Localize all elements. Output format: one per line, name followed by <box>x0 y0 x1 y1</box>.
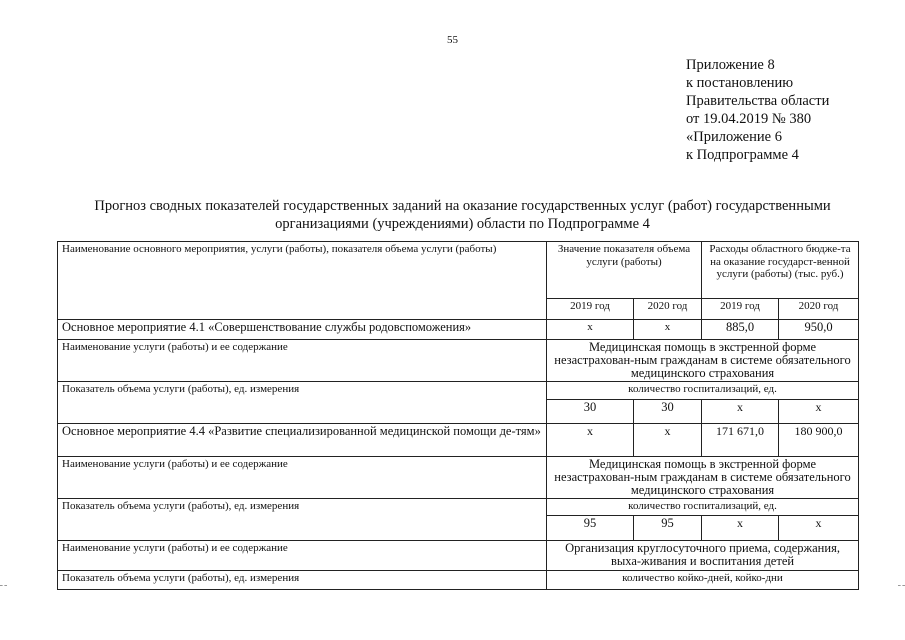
table-row <box>58 382 859 400</box>
table-row <box>58 424 859 457</box>
appendix-block <box>686 56 829 164</box>
table-header-row <box>58 242 859 299</box>
document-title-line: Прогноз сводных показателей государственных заданий на оказание государственных услуг (работ) государственными <box>94 198 831 214</box>
appendix-line: от 19.04.2019 № 380 <box>686 111 812 127</box>
indicator-label: Показатель объема услуги (работы), ед. измерения <box>58 382 547 424</box>
header-year-2019-expense: 2019 год <box>702 299 779 320</box>
appendix-line: Правительства области <box>686 93 830 109</box>
scan-edge-mark <box>0 585 7 586</box>
header-value-column: Значение показателя объема услуги (работы) <box>547 242 702 299</box>
table-row <box>58 571 859 590</box>
indicator-unit: количество койко-дней, койко-дни <box>547 571 859 590</box>
table-row <box>58 320 859 340</box>
header-name-column: Наименование основного мероприятия, услуги (работы), показателя объема услуги (работы) <box>58 242 547 320</box>
indicator-expense-2020: х <box>779 516 859 541</box>
service-label: Наименование услуги (работы) и ее содержание <box>58 541 547 571</box>
appendix-line: «Приложение 6 <box>686 129 782 145</box>
indicator-unit: количество госпитализаций, ед. <box>547 382 859 400</box>
header-expense-column: Расходы областного бюдже-та на оказание государст-венной услуги (работы) (тыс. руб.) <box>702 242 859 299</box>
indicator-expense-2019: х <box>702 400 779 424</box>
measure-4-4-expense-2019: 171 671,0 <box>702 424 779 457</box>
document-title-line: организациями (учреждениями) области по Подпрограмме 4 <box>275 216 650 232</box>
service-label: Наименование услуги (работы) и ее содержание <box>58 457 547 499</box>
indicator-label: Показатель объема услуги (работы), ед. измерения <box>58 571 547 590</box>
table-row <box>58 457 859 499</box>
service-content: Организация круглосуточного приема, содержания, выха-живания и воспитания детей <box>547 541 859 571</box>
measure-4-1-expense-2020: 950,0 <box>779 320 859 340</box>
appendix-line: к постановлению <box>686 75 794 91</box>
header-year-2020-value: 2020 год <box>634 299 702 320</box>
measure-4-4-expense-2020: 180 900,0 <box>779 424 859 457</box>
measure-4-4-value-2020: х <box>634 424 702 457</box>
service-content: Медицинская помощь в экстренной форме незастрахован-ным гражданам в системе обязательного медицинского страхования <box>547 340 859 382</box>
page-number: 55 <box>447 34 458 46</box>
table-row <box>58 499 859 516</box>
indicator-expense-2020: х <box>779 400 859 424</box>
indicator-value-2019: 95 <box>547 516 634 541</box>
indicator-value-2019: 30 <box>547 400 634 424</box>
measure-4-1-label: Основное мероприятие 4.1 «Совершенствование службы родовспоможения» <box>58 320 547 340</box>
indicator-expense-2019: х <box>702 516 779 541</box>
table-row <box>58 340 859 382</box>
indicator-value-2020: 30 <box>634 400 702 424</box>
measure-4-1-value-2019: х <box>547 320 634 340</box>
measure-4-1-expense-2019: 885,0 <box>702 320 779 340</box>
service-content: Медицинская помощь в экстренной форме незастрахован-ным гражданам в системе обязательного медицинского страхования <box>547 457 859 499</box>
header-year-2019-value: 2019 год <box>547 299 634 320</box>
header-year-2020-expense: 2020 год <box>779 299 859 320</box>
indicator-value-2020: 95 <box>634 516 702 541</box>
measure-4-1-value-2020: х <box>634 320 702 340</box>
service-label: Наименование услуги (работы) и ее содержание <box>58 340 547 382</box>
scan-edge-mark <box>898 585 905 586</box>
appendix-line: к Подпрограмме 4 <box>686 147 799 163</box>
appendix-line: Приложение 8 <box>686 57 775 73</box>
indicator-label: Показатель объема услуги (работы), ед. измерения <box>58 499 547 541</box>
indicator-unit: количество госпитализаций, ед. <box>547 499 859 516</box>
measure-4-4-label: Основное мероприятие 4.4 «Развитие специализированной медицинской помощи де-тям» <box>58 424 547 457</box>
document-title <box>40 197 885 233</box>
measure-4-4-value-2019: х <box>547 424 634 457</box>
table-row <box>58 541 859 571</box>
indicators-table <box>57 241 859 590</box>
